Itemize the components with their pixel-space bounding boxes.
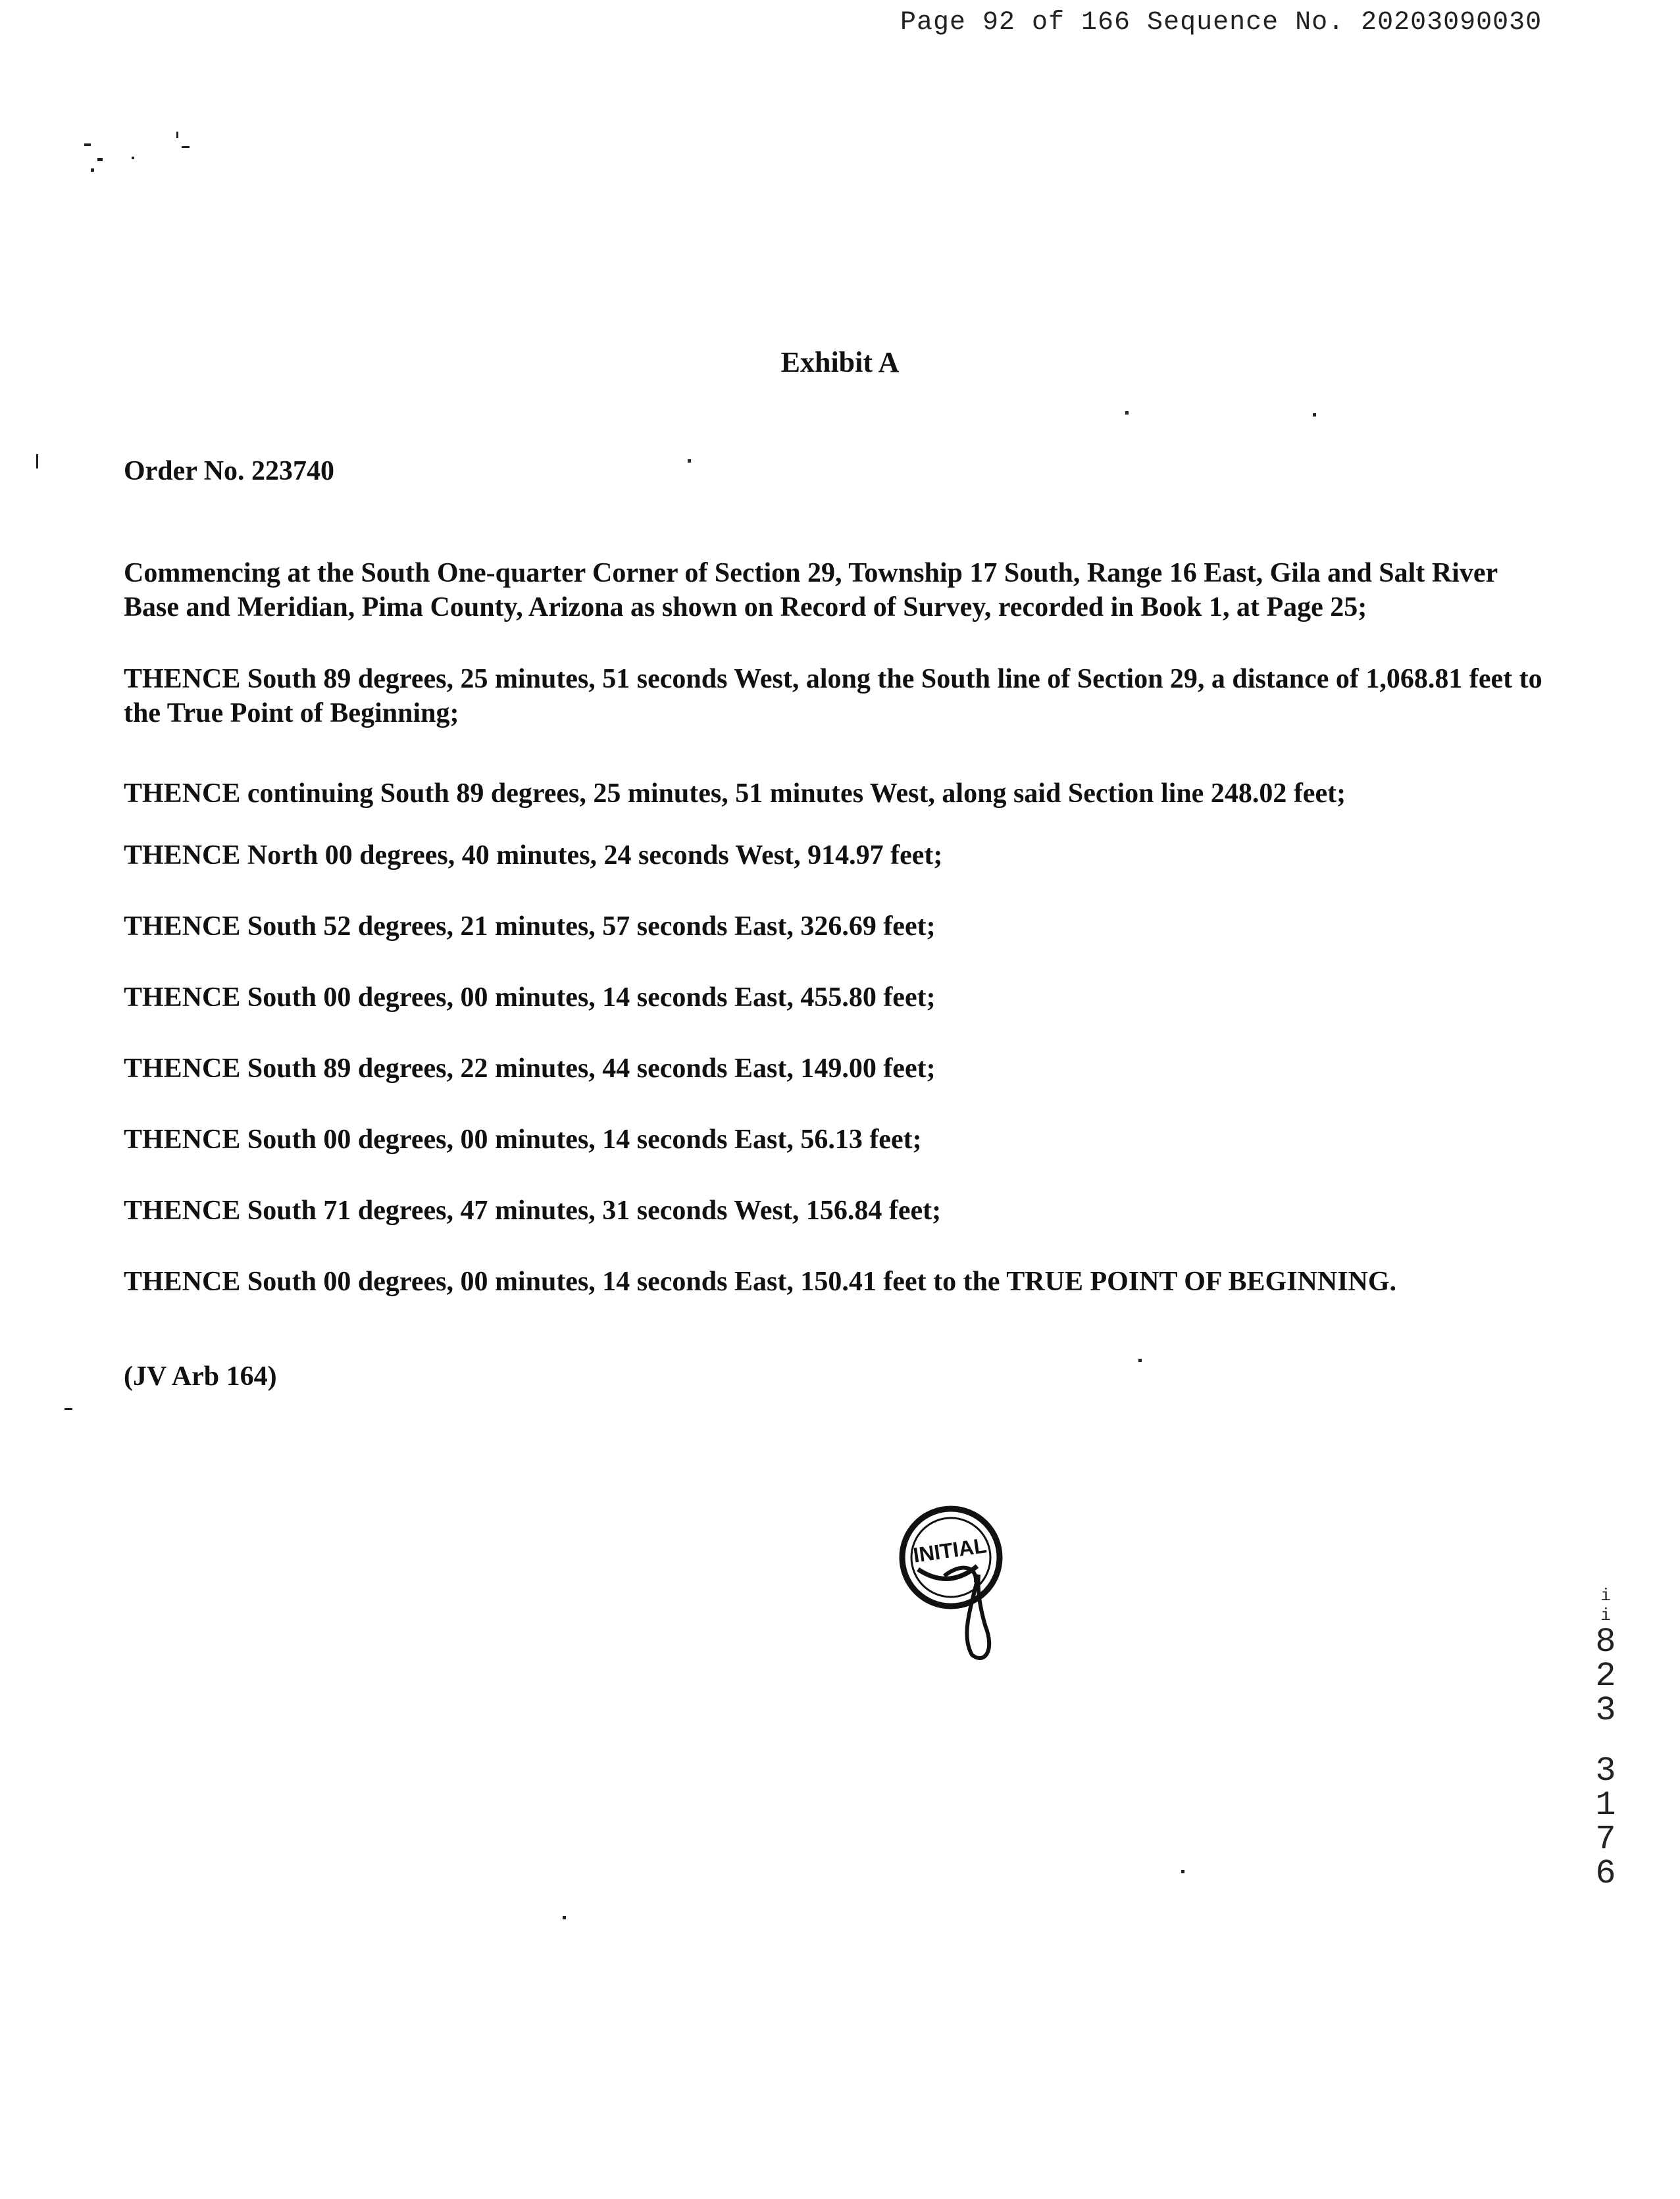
scan-speck: [132, 157, 134, 159]
side-digit: i: [1600, 1605, 1611, 1625]
survey-call: THENCE continuing South 89 degrees, 25 minutes, 51 minutes West, along said Section line 248.02 feet;: [124, 778, 1346, 809]
legal-description: [124, 556, 1552, 768]
scan-speck: [91, 168, 94, 172]
seal-text: INITIAL: [911, 1533, 988, 1567]
scan-speck: [563, 1916, 566, 1919]
reference-note: (JV Arb 164): [124, 1361, 277, 1392]
side-digit: i: [1600, 1586, 1611, 1605]
survey-calls-list: [124, 776, 1552, 1336]
survey-call: THENCE North 00 degrees, 40 minutes, 24 seconds West, 914.97 feet;: [124, 840, 943, 871]
survey-call: THENCE South 71 degrees, 47 minutes, 31 seconds West, 156.84 feet;: [124, 1196, 942, 1226]
scan-speck: [1313, 413, 1316, 417]
survey-call: THENCE South 00 degrees, 00 minutes, 14 seconds East, 150.41 feet to the TRUE POINT OF BEGINNING.: [124, 1267, 1397, 1297]
side-gap: [1586, 1728, 1625, 1754]
initial-stamp-icon: [898, 1504, 1017, 1665]
side-digit: 8: [1595, 1623, 1616, 1661]
survey-call: THENCE South 89 degrees, 22 minutes, 44 seconds East, 149.00 feet;: [124, 1053, 936, 1084]
scan-speck: [84, 143, 91, 146]
side-digit: 7: [1595, 1820, 1616, 1859]
scan-speck: [1125, 411, 1129, 415]
first-call-paragraph: THENCE South 89 degrees, 25 minutes, 51 seconds West, along the South line of Section 29, a distance of 1,068.81 feet to the True Point of Beginning;: [124, 664, 1542, 728]
side-digit: 3: [1595, 1752, 1616, 1790]
side-margin-number: [1586, 1586, 1625, 1891]
scan-speck: [64, 1408, 72, 1410]
scan-speck: [182, 146, 190, 148]
scan-speck: [176, 132, 178, 138]
survey-call: THENCE South 52 degrees, 21 minutes, 57 seconds East, 326.69 feet;: [124, 911, 936, 942]
side-digit: 3: [1595, 1691, 1616, 1730]
scan-speck: [36, 454, 38, 468]
order-number: Order No. 223740: [124, 456, 335, 486]
survey-call: THENCE South 00 degrees, 00 minutes, 14 seconds East, 56.13 feet;: [124, 1125, 922, 1155]
scan-speck: [97, 158, 103, 161]
side-digit: 6: [1595, 1854, 1616, 1893]
commencing-paragraph: Commencing at the South One-quarter Corner of Section 29, Township 17 South, Range 16 East, Gila and Salt River Base and Meridian, Pima County, Arizona as shown on Record of Survey, recorded in Book 1, at Page 25;: [124, 558, 1498, 622]
survey-call: THENCE South 00 degrees, 00 minutes, 14 seconds East, 455.80 feet;: [124, 982, 936, 1013]
document-title: Exhibit A: [780, 346, 900, 378]
scan-speck: [1181, 1870, 1184, 1873]
side-digit: 1: [1595, 1786, 1616, 1825]
side-digit: 2: [1595, 1657, 1616, 1696]
page-sequence-header: Page 92 of 166 Sequence No. 20203090030: [900, 8, 1542, 38]
